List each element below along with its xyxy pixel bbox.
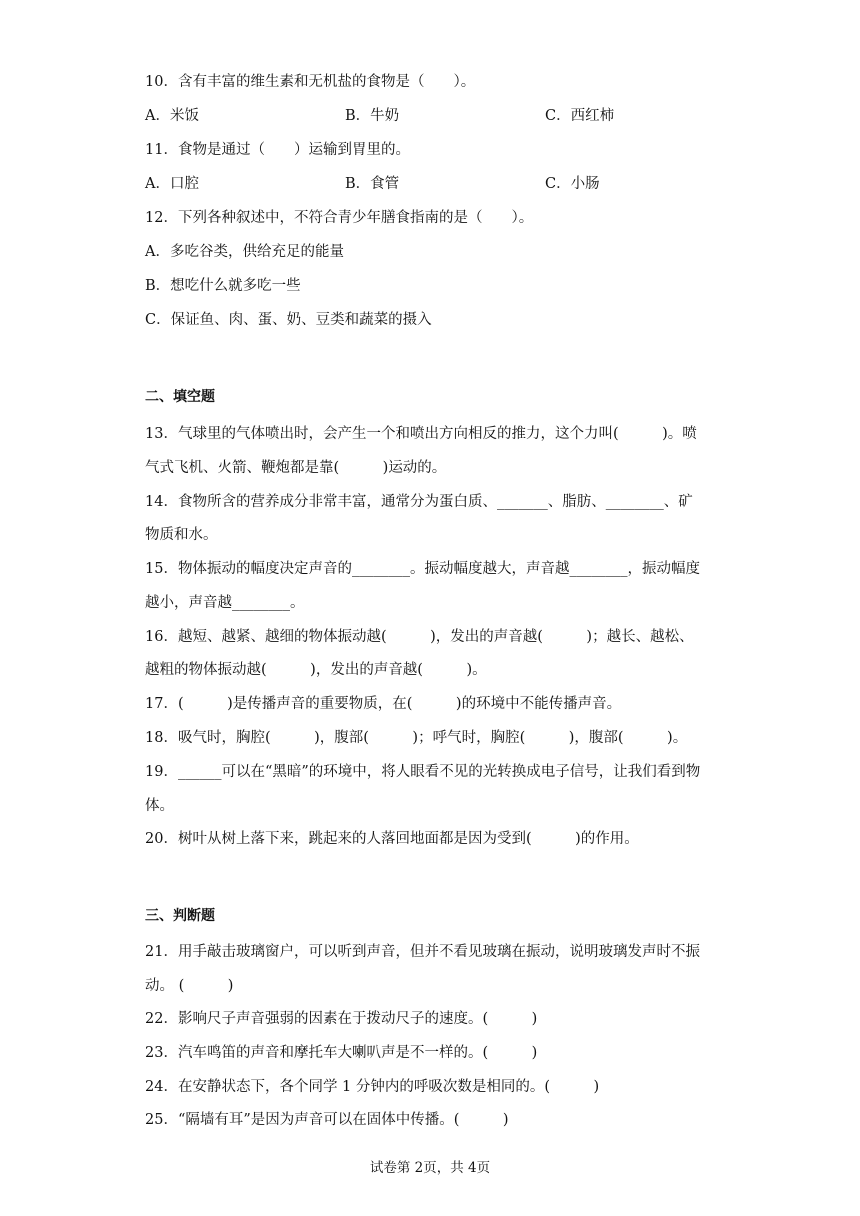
question-11-stem: 11．食物是通过（ ）运输到胃里的。 [145, 142, 410, 158]
option-c: C．小肠 [545, 176, 600, 192]
option-c: C．西红柿 [545, 108, 615, 124]
section-3-line: 25．“隔墙有耳”是因为声音可以在固体中传播。( ) [145, 1112, 509, 1128]
section-2-line: 体。 [145, 798, 174, 814]
question-12-option-c: C．保证鱼、肉、蛋、奶、豆类和蔬菜的摄入 [145, 312, 432, 328]
section-2-line: 物质和水。 [145, 527, 218, 543]
question-12-option-b: B．想吃什么就多吃一些 [145, 278, 301, 294]
option-b: B．食管 [345, 176, 400, 192]
section-2-line: 20．树叶从树上落下来，跳起来的人落回地面都是因为受到( )的作用。 [145, 831, 639, 847]
question-10-options [145, 106, 725, 126]
section-3-title: 三、判断题 [145, 908, 215, 924]
section-2-line: 越小，声音越________。 [145, 595, 305, 611]
question-10-stem: 10．含有丰富的维生素和无机盐的食物是（ ）。 [145, 74, 476, 90]
question-11-options [145, 174, 725, 194]
section-2-line: 15．物体振动的幅度决定声音的________。振动幅度越大，声音越________，振动幅度 [145, 561, 700, 577]
question-12-stem: 12．下列各种叙述中，不符合青少年膳食指南的是（ ）。 [145, 210, 534, 226]
section-3-line: 21．用手敲击玻璃窗户，可以听到声音，但并不看见玻璃在振动，说明玻璃发声时不振 [145, 944, 700, 960]
section-3-line: 23．汽车鸣笛的声音和摩托车大喇叭声是不一样的。( ) [145, 1045, 538, 1061]
section-2-line: 气式飞机、火箭、鞭炮都是靠( )运动的。 [145, 460, 447, 476]
section-3-line: 动。 ( ) [145, 978, 234, 994]
option-a: A．米饭 [145, 108, 199, 124]
section-2-title: 二、填空题 [145, 389, 215, 405]
section-2-line: 17．( )是传播声音的重要物质，在( )的环境中不能传播声音。 [145, 696, 622, 712]
option-b: B．牛奶 [345, 108, 400, 124]
question-12-option-a: A．多吃谷类，供给充足的能量 [145, 244, 344, 260]
section-2-line: 越粗的物体振动越( )，发出的声音越( )。 [145, 662, 487, 678]
section-3-line: 22．影响尺子声音强弱的因素在于拨动尺子的速度。( ) [145, 1011, 538, 1027]
page-footer: 试卷第 2页，共 4页 [369, 1160, 491, 1176]
section-2-line: 16．越短、越紧、越细的物体振动越( )，发出的声音越( )；越长、越松、 [145, 629, 694, 645]
option-a: A．口腔 [145, 176, 199, 192]
section-2-line: 18．吸气时，胸腔( )，腹部( )；呼气时，胸腔( )，腹部( )。 [145, 730, 688, 746]
section-2-line: 13．气球里的气体喷出时，会产生一个和喷出方向相反的推力，这个力叫( )。喷 [145, 426, 697, 442]
section-3-line: 24．在安静状态下，各个同学 1 分钟内的呼吸次数是相同的。( ) [145, 1079, 600, 1095]
section-2-line: 19．______可以在“黑暗”的环境中，将人眼看不见的光转换成电子信号，让我们看到物 [145, 764, 701, 780]
section-2-line: 14．食物所含的营养成分非常丰富，通常分为蛋白质、_______、脂肪、________、矿 [145, 494, 693, 510]
